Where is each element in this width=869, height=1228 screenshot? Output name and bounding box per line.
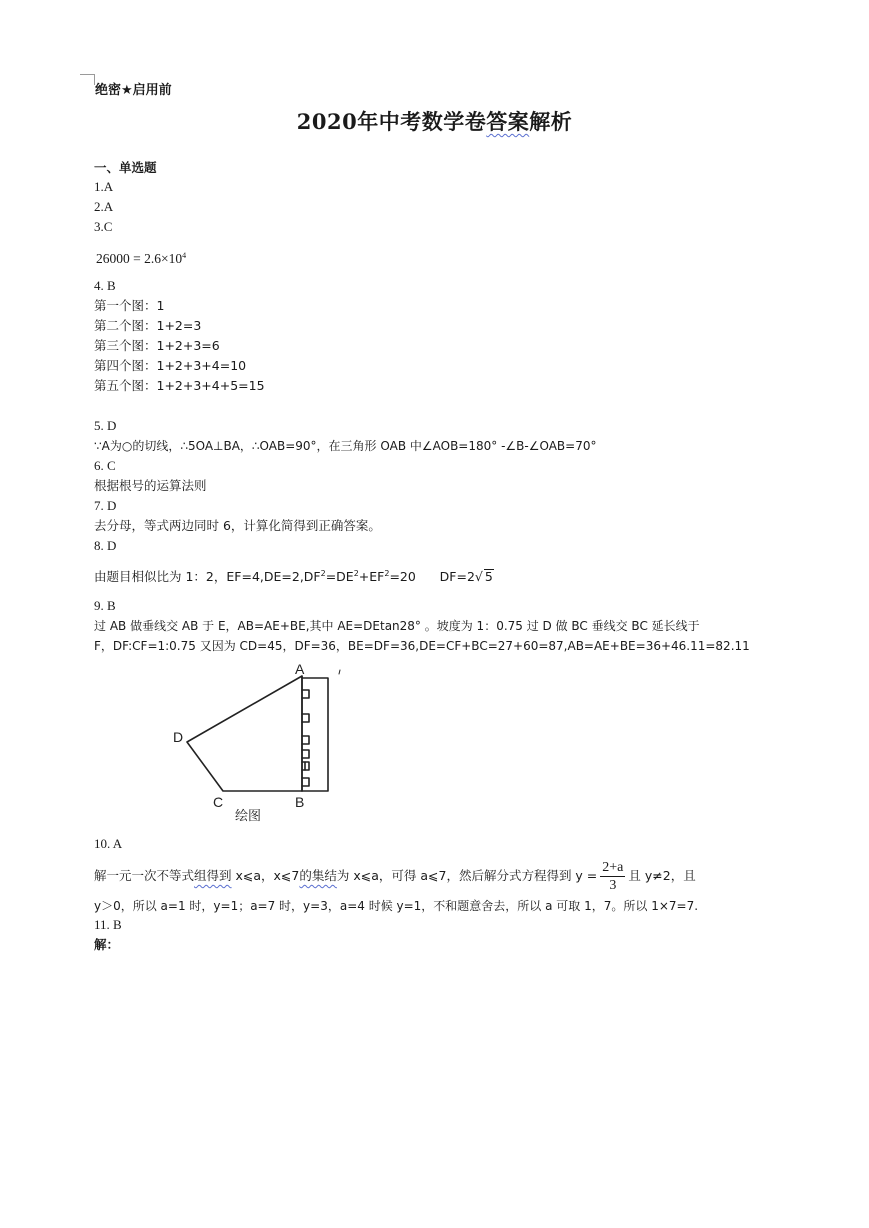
label-d: D [173, 729, 184, 745]
answer-10-line-2: y＞0，所以 a=1 时，y=1；a=7 时，y=3，a=4 时候 y=1，不和题意舍去，所以 a 可取 1，7。所以 1×7=7. [94, 899, 699, 913]
answer-6-text: 根据根号的运算法则 [94, 478, 207, 493]
answer-8: 8. D [94, 538, 117, 553]
a8-part-3: +EF [358, 569, 385, 584]
answer-10-line-1 [94, 858, 696, 894]
label-c: C [213, 794, 224, 810]
formula-base: 26000 = 2.6×10 [96, 251, 183, 266]
a10-wavy-2: 的集结 [299, 868, 337, 883]
a10-part-mid: x⩽a，x⩽7 [231, 868, 300, 883]
a10-wavy-1: 组得到 [194, 868, 232, 883]
label-a: A [295, 662, 305, 677]
answer-5: 5. D [94, 418, 117, 433]
sqrt-symbol: √ [474, 569, 483, 584]
a8-sup-1: 2 [320, 569, 326, 578]
page-title [0, 106, 869, 136]
ruler-rect [302, 678, 328, 791]
title-underlined: 答案 [486, 109, 530, 134]
answer-4-line-5: 第五个图：1+2+3+4+5=15 [94, 378, 265, 393]
title-suffix: 解析 [529, 109, 573, 134]
confidential-label: 绝密★启用前 [95, 83, 172, 98]
answer-6: 6. C [94, 458, 116, 473]
a10-part-post: 为 x⩽a，可得 a⩽7，然后解分式方程得到 y = [336, 868, 598, 883]
sqrt-value: 5 [484, 569, 493, 584]
answer-4-line-3: 第三个图：1+2+3=6 [94, 338, 220, 353]
answer-9-line-2: F，DF:CF=1:0.75 又因为 CD=45，DF=36，BE=DF=36,DE=CF+BC=27+60=87,AB=AE+BE=36+46.11=82.11 [94, 639, 750, 653]
answer-4-line-1: 第一个图：1 [94, 298, 165, 313]
formula-exponent: 4 [182, 251, 187, 260]
answer-9-line-1: 过 AB 做垂线交 AB 于 E，AB=AE+BE,其中 AE=DEtan28° 。坡度为 1：0.75 过 D 做 BC 垂线交 BC 延长线于 [94, 619, 700, 633]
a10-part-tail: 且 y≠2，且 [628, 868, 696, 883]
answer-4-line-2: 第二个图：1+2=3 [94, 318, 202, 333]
fraction [600, 859, 625, 894]
answer-3: 3.C [94, 219, 113, 234]
a8-part-2: =DE [325, 569, 354, 584]
answer-11-text: 解： [94, 937, 120, 952]
answer-7: 7. D [94, 498, 117, 513]
label-b: B [295, 794, 305, 810]
answer-3-formula [96, 251, 186, 267]
answer-10: 10. A [94, 836, 123, 851]
answer-8-text [94, 569, 494, 585]
answer-1: 1.A [94, 179, 114, 194]
answer-5-text: ∵A为○的切线，∴5OA⊥BA，∴OAB=90°，在三角形 OAB 中∠AOB=180° -∠B-∠OAB=70° [94, 439, 597, 453]
a8-part-1: 由题目相似比为 1：2，EF=4,DE=2,DF [94, 569, 321, 584]
answer-2: 2.A [94, 199, 114, 214]
section-heading: 一、单选题 [94, 160, 157, 175]
a8-sup-3: 2 [384, 569, 390, 578]
fraction-denominator: 3 [609, 878, 617, 893]
a10-part-pre: 解一元一次不等式 [94, 868, 195, 883]
fraction-numerator: 2+a [602, 860, 624, 875]
answer-11: 11. B [94, 917, 122, 932]
a8-sup-2: 2 [353, 569, 359, 578]
answer-9: 9. B [94, 598, 116, 613]
trapezoid-sketch [165, 662, 365, 832]
answer-7-text: 去分母，等式两边同时 6，计算化简得到正确答案。 [94, 518, 381, 533]
corner-crop-mark [80, 74, 95, 85]
a8-part-4: =20 DF=2 [389, 569, 475, 584]
title-prefix: 2020年中考数学卷 [296, 109, 487, 134]
answer-4-line-4: 第四个图：1+2+3+4=10 [94, 358, 247, 373]
trapezoid-outline [187, 676, 302, 791]
answer-4: 4. B [94, 278, 116, 293]
figure-caption: 绘图 [235, 809, 262, 824]
